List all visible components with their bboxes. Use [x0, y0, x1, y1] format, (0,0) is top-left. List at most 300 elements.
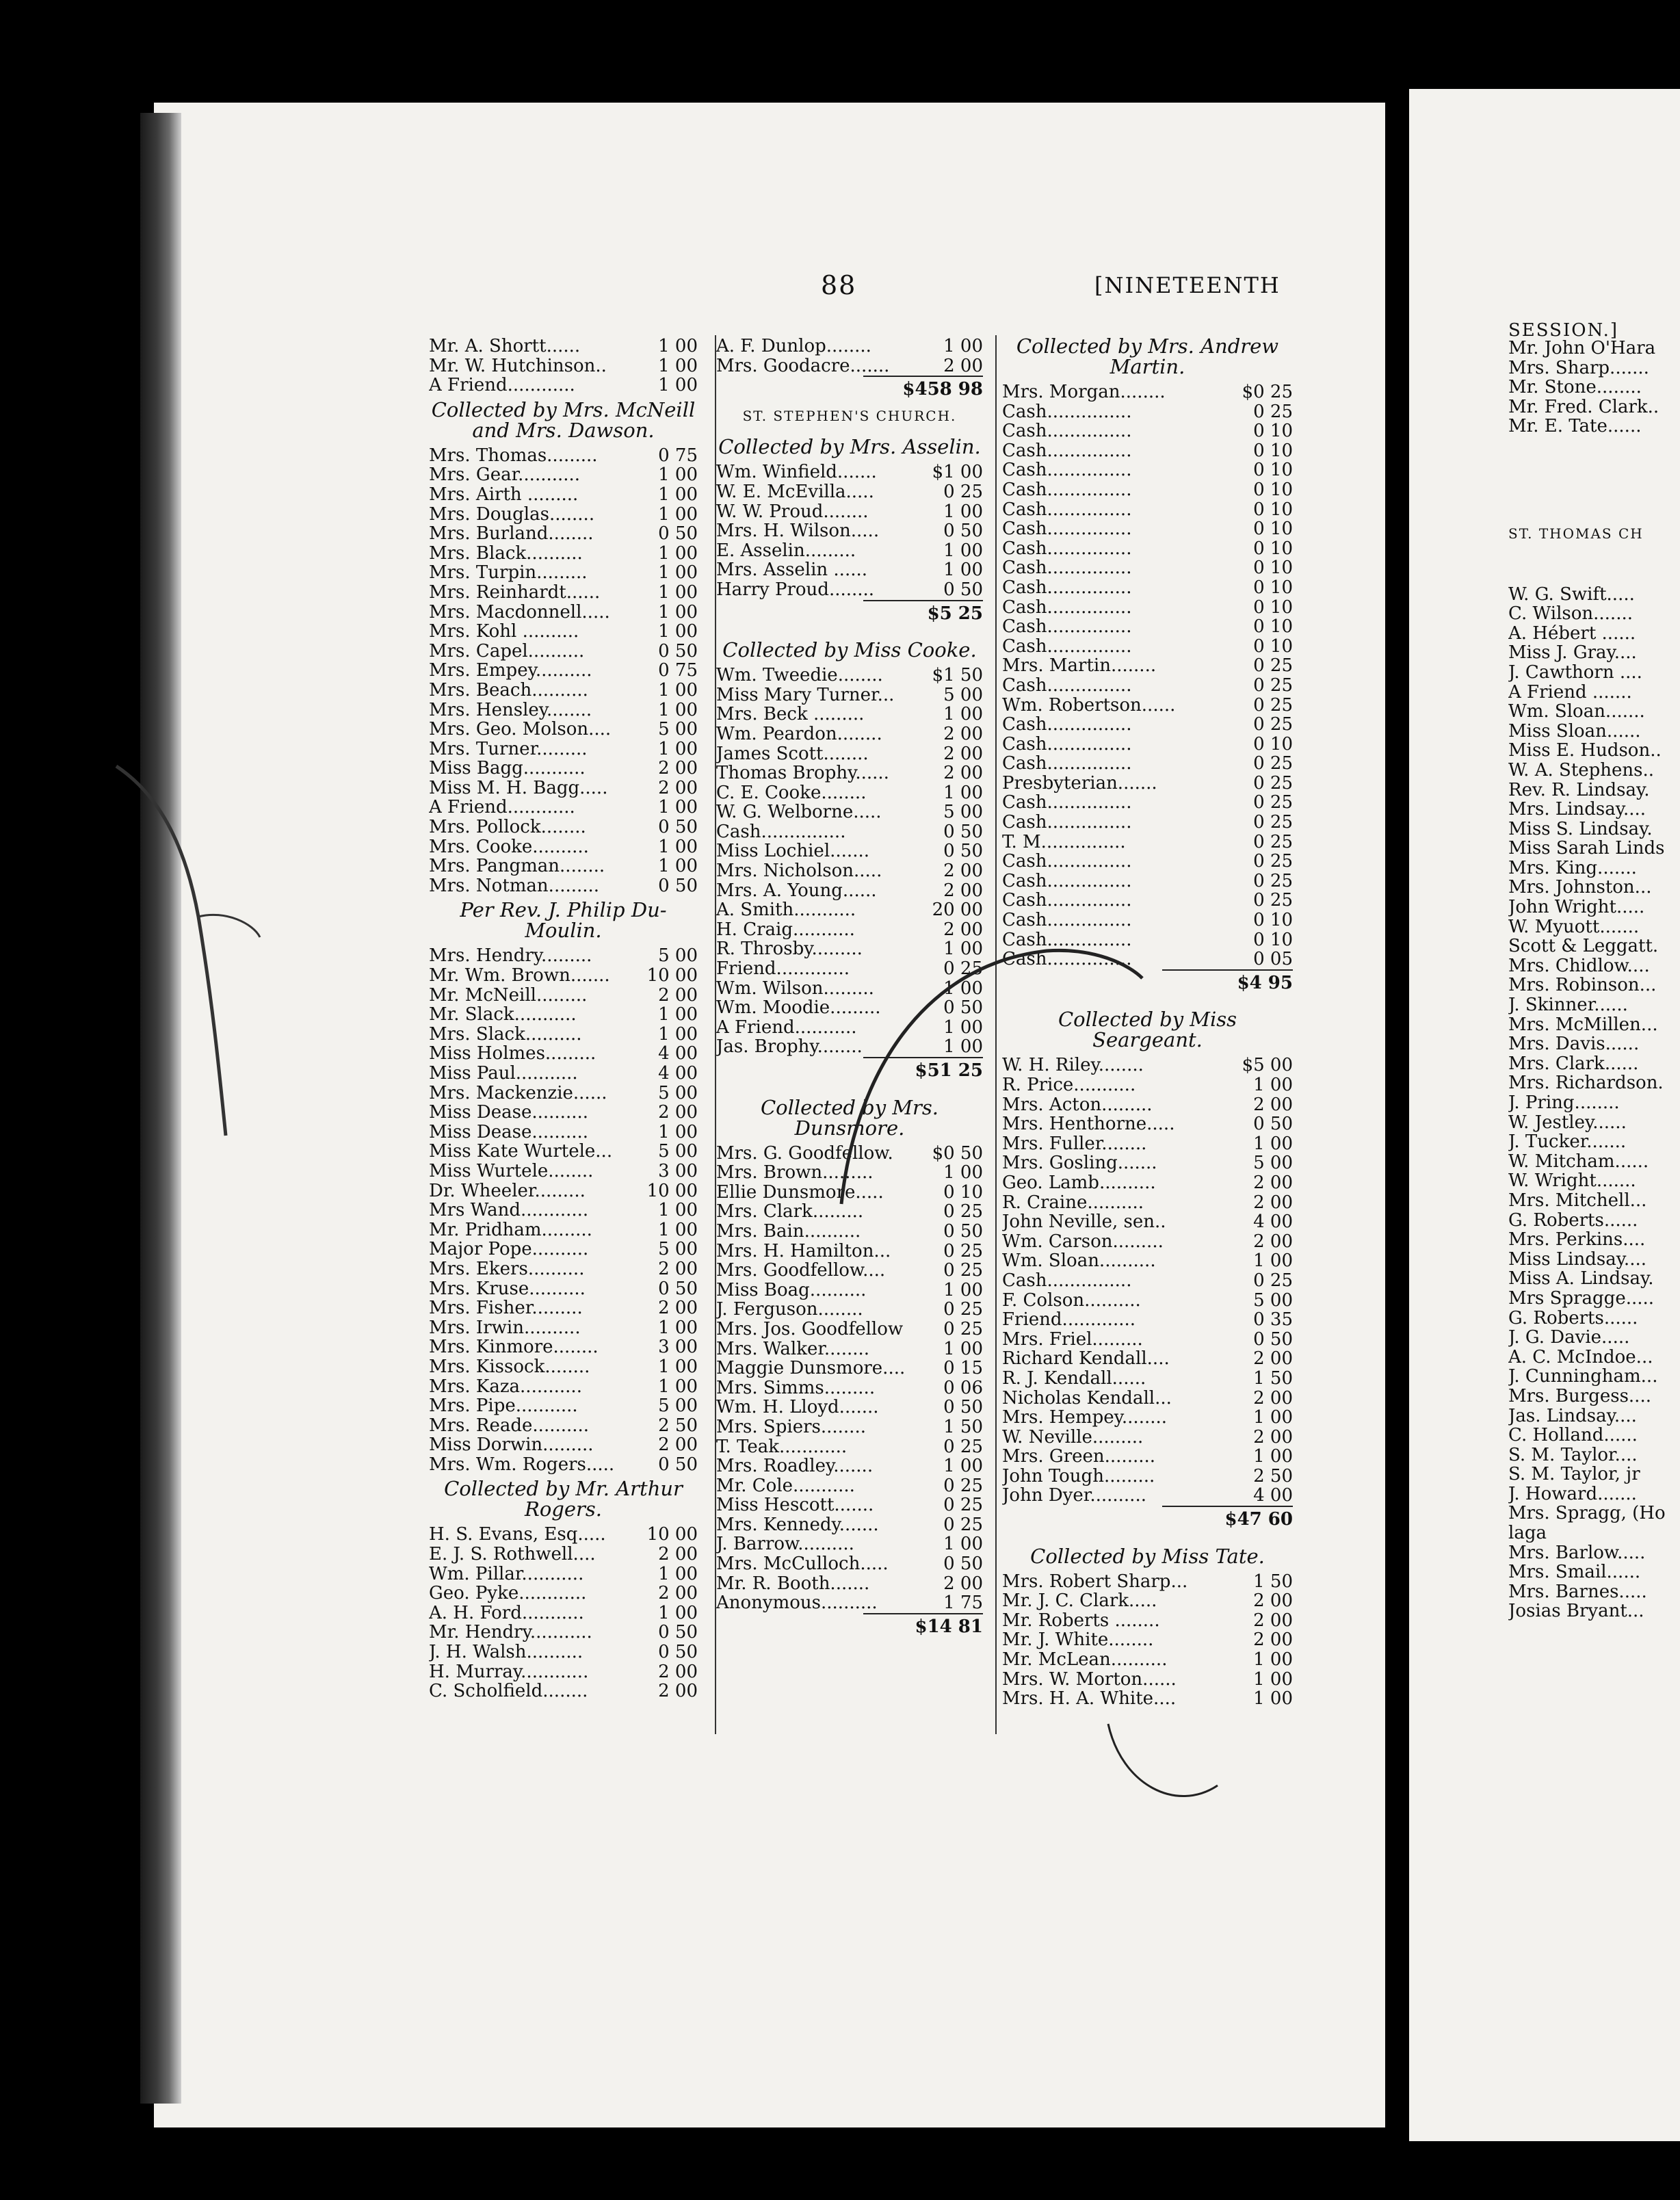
entry-amount: 1 00 [658, 1200, 698, 1221]
entry-amount: 1 00 [658, 562, 698, 584]
entry-row [429, 1396, 698, 1416]
entry-amount: 0 10 [1253, 440, 1293, 461]
entry-amount: 2 00 [943, 355, 983, 376]
entry-row [1508, 800, 1680, 820]
entry-amount: 1 00 [943, 978, 983, 999]
entry-row [716, 1456, 983, 1476]
entry-amount: 0 10 [1253, 636, 1293, 657]
entry-name: Miss Dease.......... [429, 1103, 588, 1123]
entry-name: T. Teak............ [716, 1437, 848, 1457]
entry-row [1508, 781, 1680, 800]
entry-name: Miss Hescott....... [716, 1495, 874, 1515]
entry-amount: 1 00 [1253, 1446, 1293, 1467]
entry-row [1508, 1073, 1680, 1093]
entry-amount: 1 00 [943, 560, 983, 581]
entry-row [716, 705, 983, 724]
entry-row [429, 700, 698, 720]
entry-amount: 1 00 [943, 1534, 983, 1555]
entry-row [1508, 1523, 1680, 1543]
entry-name: Mr. J. White........ [1002, 1630, 1154, 1651]
entry-row [716, 356, 983, 376]
running-head-left: [NINETEENTH [1094, 272, 1281, 298]
section-heading-asselin: Collected by Mrs. Asselin. [718, 435, 981, 459]
entry-row [1508, 761, 1680, 781]
entry-name: Cash............... [1002, 480, 1132, 500]
entry-name: Mrs. Green......... [1002, 1447, 1156, 1467]
entry-name: Miss Bagg........... [429, 759, 586, 778]
entry-row [1508, 917, 1680, 937]
entry-row [429, 1084, 698, 1103]
entry-row [1508, 859, 1680, 878]
entry-amount: 1 00 [943, 704, 983, 725]
entry-amount: 1 00 [658, 581, 698, 603]
entry-row [716, 1515, 983, 1535]
entry-name: Mrs. Turner......... [429, 739, 588, 759]
total-asselin: $5 25 [863, 600, 984, 625]
entry-amount: $1 50 [932, 665, 983, 686]
entry-row [1508, 1289, 1680, 1309]
entry-name: S. M. Taylor.... [1508, 1445, 1638, 1465]
entry-row [429, 1377, 698, 1397]
entry-row [716, 1320, 983, 1339]
entry-name: John Wright..... [1508, 898, 1645, 917]
entry-row [1002, 617, 1293, 637]
entry-row [1002, 421, 1293, 441]
entry-name: Mrs. Nicholson..... [716, 861, 882, 881]
entry-amount: 1 75 [943, 1593, 983, 1614]
entry-row [1508, 1328, 1680, 1348]
entry-row [429, 1564, 698, 1584]
entry-row [429, 583, 698, 603]
entry-amount: 5 00 [943, 802, 983, 823]
entry-amount: 2 00 [943, 861, 983, 882]
column-4 [1508, 339, 1680, 1621]
entry-row [429, 622, 698, 642]
entry-name: Mrs. Empey.......... [429, 661, 592, 681]
entry-name: Wm. Carson......... [1002, 1231, 1164, 1252]
entry-amount: 20 00 [932, 900, 983, 921]
entry-name: C. Holland...... [1508, 1426, 1638, 1445]
entry-row [429, 946, 698, 966]
entry-amount: $5 00 [1242, 1055, 1293, 1076]
entry-row [716, 1534, 983, 1554]
entry-amount: 0 25 [943, 1495, 983, 1516]
entry-amount: 0 10 [1253, 577, 1293, 598]
entry-row [429, 1005, 698, 1025]
entry-name: Wm. Pillar........... [429, 1564, 584, 1584]
entry-name: Major Pope.......... [429, 1240, 589, 1259]
entry-name: Mrs. Clark......... [716, 1202, 864, 1222]
entry-row [716, 685, 983, 705]
entry-name: Mrs. Gear........... [429, 465, 581, 485]
col2-asselin-list [716, 462, 983, 599]
entry-row [429, 681, 698, 700]
entry-row [716, 482, 983, 502]
entry-name: Mrs. McCulloch..... [716, 1554, 889, 1574]
entry-amount: 2 50 [1253, 1465, 1293, 1487]
entry-name: Mrs Wand............ [429, 1201, 589, 1220]
section-heading-martin: Collected by Mrs. Andrew Martin. [1016, 335, 1279, 378]
entry-row [1508, 995, 1680, 1015]
entry-amount: 1 00 [658, 856, 698, 877]
entry-name: Geo. Lamb.......... [1002, 1173, 1156, 1193]
entry-amount: 2 00 [658, 1681, 698, 1702]
entry-name: Cash............... [1002, 813, 1132, 833]
entry-name: Mrs. Cooke.......... [429, 837, 589, 857]
entry-name: Presbyterian....... [1002, 773, 1157, 794]
running-head-right: SESSION.] [1508, 320, 1619, 341]
entry-row [429, 1298, 698, 1318]
entry-name: H. Murray............ [429, 1662, 589, 1682]
entry-amount: 2 00 [943, 763, 983, 784]
entry-name: S. M. Taylor, jr [1508, 1465, 1640, 1484]
entry-name: W. Myuott....... [1508, 917, 1640, 937]
entry-name: Miss S. Lindsay. [1508, 819, 1653, 839]
entry-row [1508, 604, 1680, 624]
entry-name: Mrs. G. Goodfellow. [716, 1143, 893, 1164]
entry-row [1508, 1348, 1680, 1367]
entry-name: Miss Dorwin......... [429, 1435, 594, 1455]
entry-amount: 0 25 [1253, 831, 1293, 852]
entry-name: Mrs. W. Morton...... [1002, 1669, 1177, 1690]
entry-row [429, 1435, 698, 1455]
entry-row [716, 1398, 983, 1417]
entry-name: Mr. Hendry........... [429, 1623, 592, 1643]
entry-name: Mrs. Sharp....... [1508, 358, 1649, 378]
entry-amount: 1 00 [658, 1317, 698, 1338]
entry-amount: 0 50 [658, 523, 698, 545]
entry-name: Mrs. Barlow..... [1508, 1543, 1646, 1563]
entry-name: Mrs. Goodfellow.... [716, 1261, 886, 1281]
entry-amount: 0 05 [1253, 949, 1293, 970]
col3-tate-list [1002, 1572, 1293, 1709]
entry-amount: 2 00 [658, 758, 698, 779]
entry-amount: 1 00 [658, 1563, 698, 1584]
entry-row [1002, 441, 1293, 461]
entry-amount: 1 00 [658, 336, 698, 356]
entry-row [429, 720, 698, 739]
entry-row [716, 462, 983, 482]
entry-name: Mrs. Robinson... [1508, 975, 1657, 996]
entry-name: Mrs. Walker........ [716, 1339, 870, 1359]
entry-name: laga [1508, 1523, 1547, 1543]
column-1 [429, 337, 698, 1701]
entry-row [429, 1357, 698, 1377]
entry-name: John Dyer.......... [1002, 1486, 1146, 1506]
entry-name: Mrs. Bain.......... [716, 1221, 861, 1242]
entry-name: J. Cunningham... [1508, 1367, 1658, 1387]
entry-row [716, 580, 983, 600]
entry-row [716, 1495, 983, 1515]
entry-amount: 0 50 [943, 841, 983, 862]
entry-row [716, 560, 983, 580]
entry-row [429, 1240, 698, 1259]
entry-row [429, 1279, 698, 1299]
entry-name: Cash............... [1002, 930, 1132, 950]
entry-row [1508, 937, 1680, 956]
entry-name: Mrs. Gosling....... [1002, 1153, 1157, 1173]
entry-row [1002, 1467, 1293, 1487]
entry-amount: 0 50 [658, 817, 698, 838]
entry-name: Cash............... [1002, 402, 1132, 422]
entry-name: J. Skinner...... [1508, 995, 1628, 1015]
entry-amount: 0 75 [658, 445, 698, 466]
entry-name: Mrs. H. A. White.... [1002, 1689, 1177, 1709]
entry-row [1002, 382, 1293, 402]
entry-amount: 0 25 [1253, 890, 1293, 911]
entry-row [429, 1259, 698, 1279]
entry-amount: 0 10 [1253, 538, 1293, 559]
entry-amount: 5 00 [658, 1239, 698, 1260]
entry-row [1508, 1601, 1680, 1621]
entry-row [429, 1201, 698, 1220]
entry-row [1508, 956, 1680, 976]
entry-name: Nicholas Kendall... [1002, 1388, 1172, 1409]
entry-amount: 1 00 [943, 1456, 983, 1477]
entry-amount: 5 00 [658, 1141, 698, 1162]
entry-row [1508, 339, 1680, 358]
entry-name: Mrs. Clark...... [1508, 1053, 1639, 1074]
entry-name: W. W. Proud........ [716, 501, 869, 522]
entry-row [1002, 1389, 1293, 1409]
entry-amount: 2 00 [943, 743, 983, 764]
entry-amount: 4 00 [1253, 1212, 1293, 1233]
entry-row [1508, 1054, 1680, 1074]
entry-amount: 0 50 [943, 579, 983, 600]
entry-amount: 0 25 [1253, 675, 1293, 696]
entry-amount: 1 00 [658, 601, 698, 623]
entry-amount: 4 00 [658, 1043, 698, 1064]
entry-amount: 2 00 [1253, 1172, 1293, 1193]
entry-row [1002, 1428, 1293, 1448]
ink-curve-mark [1094, 1717, 1231, 1813]
entry-row [1508, 643, 1680, 663]
entry-name: Mrs. Hempey........ [1002, 1408, 1168, 1428]
entry-row [429, 544, 698, 564]
entry-row [716, 1339, 983, 1359]
entry-row [1002, 578, 1293, 598]
entry-amount: 0 10 [1253, 519, 1293, 540]
entry-amount: 1 00 [943, 939, 983, 960]
entry-amount: 2 00 [943, 723, 983, 744]
entry-name: Mrs. Perkins.... [1508, 1230, 1646, 1250]
entry-name: Mrs. Mitchell... [1508, 1190, 1647, 1211]
entry-name: Mrs. Irwin.......... [429, 1318, 581, 1338]
entry-row [716, 1593, 983, 1613]
entry-amount: 1 00 [658, 621, 698, 642]
entry-name: Mrs. Davis...... [1508, 1034, 1640, 1054]
section-heading-dunsmore: Collected by Mrs. Dunsmore. [760, 1095, 939, 1140]
entry-row [429, 1416, 698, 1436]
entry-name: E. Asselin......... [716, 540, 856, 561]
entry-name: Mr. Pridham......... [429, 1220, 592, 1240]
entry-name: Mr. R. Booth....... [716, 1573, 870, 1594]
entry-row [429, 1318, 698, 1338]
entry-name: Miss M. H. Bagg..... [429, 778, 608, 798]
entry-name: Wm. Peardon........ [716, 724, 882, 744]
entry-name: Mrs. Jos. Goodfellow [716, 1319, 904, 1339]
entry-amount: 1 00 [943, 501, 983, 522]
entry-name: Mrs. Hendry......... [429, 946, 592, 967]
col4-top-list [1508, 339, 1680, 436]
entry-amount: 0 10 [1253, 499, 1293, 520]
entry-row [429, 603, 698, 623]
entry-amount: $0 50 [932, 1142, 983, 1164]
entry-row [716, 802, 983, 822]
entry-amount: 1 00 [658, 375, 698, 396]
entry-name: Cash............... [1002, 636, 1132, 657]
entry-amount: 0 25 [1253, 1270, 1293, 1291]
entry-amount: 1 00 [1253, 1649, 1293, 1671]
entry-name: Cash............... [1002, 871, 1132, 891]
total-top: $458 98 [863, 376, 984, 401]
entry-row [429, 1455, 698, 1475]
entry-amount: 0 25 [943, 1299, 983, 1320]
entry-amount: 0 50 [658, 640, 698, 662]
entry-amount: 1 00 [1253, 1250, 1293, 1272]
entry-amount: 1 00 [1253, 1688, 1293, 1710]
entry-row [429, 876, 698, 896]
entry-row [429, 778, 698, 798]
entry-amount: 0 10 [1253, 558, 1293, 579]
entry-row [1002, 598, 1293, 618]
entry-amount: 0 25 [943, 1514, 983, 1535]
entry-amount: 2 00 [658, 1544, 698, 1565]
entry-amount: 1 00 [943, 782, 983, 803]
entry-name: Miss A. Lindsay. [1508, 1269, 1654, 1289]
entry-name: John Neville, sen.. [1002, 1212, 1166, 1232]
entry-row [1508, 1132, 1680, 1152]
col1-dumoulin-list [429, 946, 698, 1474]
entry-name: Wm. Moodie......... [716, 998, 881, 1018]
entry-row [1508, 878, 1680, 898]
entry-name: Mrs. King....... [1508, 858, 1637, 878]
entry-name: A. C. McIndoe... [1508, 1347, 1653, 1367]
entry-name: Mrs. Kohl .......... [429, 622, 579, 642]
entry-amount: 5 00 [943, 684, 983, 705]
entry-name: Mrs. Kissock........ [429, 1357, 590, 1377]
entry-row [429, 505, 698, 525]
entry-row [1002, 1447, 1293, 1467]
entry-row [429, 1681, 698, 1701]
entry-amount: 1 00 [943, 1338, 983, 1359]
entry-row [1002, 637, 1293, 657]
entry-name: Mrs. Kaza........... [429, 1376, 582, 1397]
entry-amount: 1 00 [658, 797, 698, 818]
entry-row [429, 1662, 698, 1682]
plant-stem-mark [103, 739, 308, 1149]
entry-amount: 1 50 [943, 1416, 983, 1437]
entry-row [716, 1476, 983, 1496]
entry-row [1508, 1406, 1680, 1426]
entry-name: Cash............... [1002, 499, 1132, 520]
entry-name: Mrs. Reinhardt...... [429, 582, 601, 603]
entry-row [429, 661, 698, 681]
entry-amount: 1 00 [943, 1279, 983, 1300]
entry-name: C. Wilson....... [1508, 604, 1633, 624]
ink-stroke-mark [800, 848, 1197, 1259]
entry-row [429, 798, 698, 817]
entry-name: R. J. Kendall...... [1002, 1368, 1146, 1389]
entry-amount: 2 00 [1253, 1426, 1293, 1448]
entry-name: Mr. A. Shortt...... [429, 337, 581, 356]
entry-name: Mrs. Geo. Molson.... [429, 720, 612, 739]
entry-amount: 4 00 [658, 1063, 698, 1084]
entry-amount: 2 00 [658, 1583, 698, 1604]
entry-name: Cash............... [1002, 675, 1132, 696]
entry-amount: 1 00 [943, 336, 983, 356]
entry-amount: 0 25 [943, 1240, 983, 1261]
entry-name: Mr. J. C. Clark..... [1002, 1591, 1157, 1611]
entry-amount: 2 00 [658, 1102, 698, 1123]
entry-row [1002, 754, 1293, 774]
entry-row [1002, 1408, 1293, 1428]
entry-amount: 4 00 [1253, 1485, 1293, 1506]
entry-amount: 0 25 [1253, 753, 1293, 774]
entry-row [1508, 1250, 1680, 1270]
entry-row [1508, 1445, 1680, 1465]
col2-top-list [716, 337, 983, 376]
entry-row [1508, 624, 1680, 644]
entry-row [429, 1623, 698, 1642]
entry-name: Mr. Roberts ........ [1002, 1610, 1160, 1631]
entry-name: Mrs. Capel.......... [429, 641, 585, 662]
entry-name: Thomas Brophy...... [716, 763, 889, 783]
entry-amount: 2 00 [1253, 1590, 1293, 1612]
entry-name: Mrs. Burgess.... [1508, 1386, 1651, 1406]
entry-amount: 0 06 [943, 1377, 983, 1398]
entry-amount: 0 25 [1253, 655, 1293, 677]
entry-row [429, 986, 698, 1006]
entry-row [716, 1300, 983, 1320]
entry-row [1508, 1034, 1680, 1054]
entry-amount: 0 25 [1253, 812, 1293, 833]
entry-row [429, 759, 698, 778]
entry-amount: 0 10 [1253, 929, 1293, 950]
entry-amount: 1 00 [1253, 1133, 1293, 1154]
entry-amount: 1 00 [658, 1356, 698, 1377]
entry-name: Mr. W. Hutchinson.. [429, 356, 607, 376]
entry-amount: 5 00 [658, 719, 698, 740]
entry-name: John Tough......... [1002, 1466, 1155, 1487]
entry-name: W. E. McEvilla..... [716, 482, 874, 502]
entry-amount: 1 00 [658, 1602, 698, 1623]
entry-name: Wm. Tweedie........ [716, 666, 883, 685]
entry-row [716, 744, 983, 764]
entry-amount: 0 25 [1253, 694, 1293, 716]
entry-name: Mr. McNeill......... [429, 985, 588, 1006]
entry-row [1002, 735, 1293, 755]
entry-row [1002, 1630, 1293, 1650]
entry-name: Cash............... [1002, 519, 1132, 539]
entry-name: Mr. Slack........... [429, 1005, 577, 1025]
entry-row [429, 1044, 698, 1064]
entry-name: Miss E. Hudson.. [1508, 741, 1662, 761]
entry-name: Mrs. Beach.......... [429, 680, 588, 700]
entry-name: Anonymous.......... [716, 1593, 878, 1613]
entry-name: Maggie Dunsmore.... [716, 1359, 906, 1378]
entry-row [429, 642, 698, 662]
entry-name: Cash............... [1002, 1270, 1132, 1291]
entry-row [1002, 558, 1293, 578]
col4-entries-list [1508, 585, 1680, 1621]
entry-row [1002, 480, 1293, 500]
entry-name: Josias Bryant... [1508, 1601, 1644, 1622]
entry-name: Cash............... [1002, 793, 1132, 813]
entry-row [1508, 683, 1680, 703]
entry-amount: 0 10 [1253, 479, 1293, 500]
entry-name: Cash............... [1002, 911, 1132, 930]
